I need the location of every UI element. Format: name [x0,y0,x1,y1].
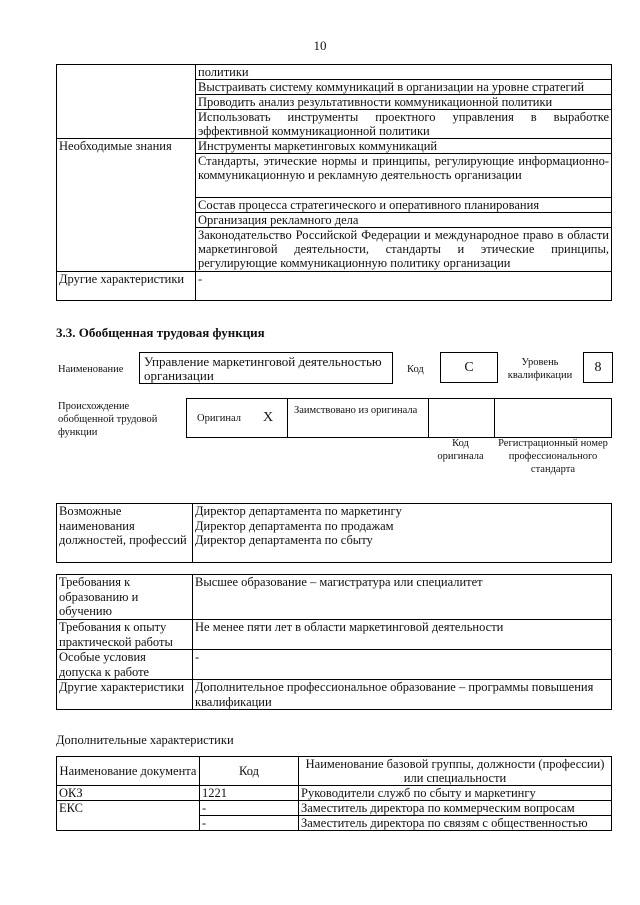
list-item: Директор департамента по маркетингу [195,504,402,518]
name-value-box [139,352,393,384]
code-label: Код [407,364,424,375]
table-cell: - [193,650,612,680]
table-cell: Инструменты маркетинговых коммуникаций [196,139,612,154]
list-item: Директор департамента по продажам [195,518,394,533]
table-cell: Стандарты, этические нормы и принципы, регулирующие информационно-коммуникационную и рекламную деятельность организации [196,154,612,198]
table-cell: политики [196,65,612,80]
reg-number-caption: Регистрационный номер профессионального стандарта [498,438,608,475]
table-row [57,65,612,80]
level-label: Уровень квалификации [507,357,573,381]
list-item: Директор департамента по сбыту [195,533,373,547]
table-cell-label: Необходимые знания [57,139,196,272]
original-mark: X [263,410,274,425]
table-cell: ЕКС [57,801,200,831]
table-row [57,272,612,301]
table-cell: Заместитель директора по коммерческим вопросам [299,801,612,816]
table-row [57,786,612,801]
original-label: Оригинал [197,413,241,424]
table-cell: Организация рекламного дела [196,213,612,228]
table-cell: Не менее пяти лет в области маркетинговой деятельности [193,620,612,650]
table-header-row [57,757,612,786]
origin-code-cell [428,398,495,438]
table-cell-label: Требования к опыту практической работы [57,620,193,650]
header-cell: Наименование документа [57,757,200,786]
table-row [57,620,612,650]
origin-box [186,398,612,438]
table-cell: - [196,272,612,301]
additional-title: Дополнительные характеристики [56,733,234,747]
table-cell-label: Требования к образованию и обучению [57,575,193,620]
table-cell-label [57,65,196,139]
origin-reg-cell [494,398,612,438]
table-row [57,801,612,816]
table-cell: Выстраивать систему коммуникаций в организации на уровне стратегий [196,80,612,95]
table-cell-label: Другие характеристики [57,680,193,710]
section-heading: 3.3. Обобщенная трудовая функция [56,325,265,340]
table-cell-label: Особые условия допуска к работе [57,650,193,680]
table-cell: Дополнительное профессиональное образование – программы повышения квалификации [193,680,612,710]
table-cell: - [200,816,299,831]
positions-table [56,503,612,563]
name-label: Наименование [58,364,124,375]
table-cell: Законодательство Российской Федерации и международное право в области маркетинговой деятельности, стандарты и этические принципы, регулирующие коммуникационную политику организации [196,228,612,272]
origin-original-cell [186,398,288,438]
origin-label: Происхождение обобщенной трудовой функции [58,401,158,438]
table-row [57,504,612,563]
page-number: 10 [313,38,327,53]
table-row [57,575,612,620]
code-value: C [440,352,498,383]
code-original-caption: Код оригинала [437,438,484,462]
table-cell: Руководители служб по сбыту и маркетингу [299,786,612,801]
table-cell: Высшее образование – магистратура или специалитет [193,575,612,620]
header-cell: Код [200,757,299,786]
skills-knowledge-table [56,64,612,301]
borrowed-label: Заимствовано из оригинала [294,405,418,416]
positions-label: Возможные наименования должностей, профессий [57,504,193,563]
table-row [57,139,612,154]
origin-borrowed-cell [287,398,429,438]
table-cell: Состав процесса стратегического и оперативного планирования [196,198,612,213]
name-value: Управление маркетинговой деятельностью организации [144,354,382,383]
table-cell: 1221 [200,786,299,801]
table-cell: - [200,801,299,816]
table-row [57,680,612,710]
table-cell: Использовать инструменты проектного управления в выработке эффективной коммуникационной политики [196,110,612,139]
requirements-table [56,574,612,710]
table-row [57,650,612,680]
header-cell: Наименование базовой группы, должности (профессии) или специальности [299,757,612,786]
level-value: 8 [583,352,613,383]
positions-list [193,504,612,563]
table-cell: Проводить анализ результативности коммуникационной политики [196,95,612,110]
table-cell: Заместитель директора по связям с общественностью [299,816,612,831]
section-title [56,325,265,341]
additional-table [56,756,612,831]
table-cell: ОКЗ [57,786,200,801]
table-cell-label: Другие характеристики [57,272,196,301]
